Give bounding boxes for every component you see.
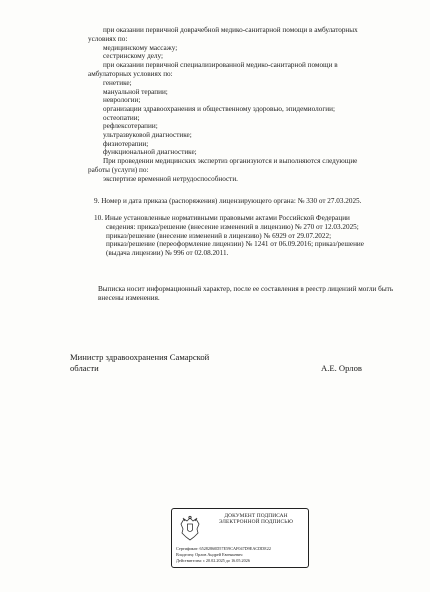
signatory-name: А.Е. Орлов — [321, 363, 362, 373]
expertise-intro-line2: работы (услуги) по: — [88, 166, 149, 174]
list-item: экспертизе временной нетрудоспособности. — [103, 175, 238, 183]
item-10-line5: (выдача лицензии) № 996 от 02.08.2011. — [106, 249, 229, 257]
stamp-validity: Действителен: с 20.02.2025 до 16.05.2026 — [176, 558, 250, 563]
specialized-intro-line1: при оказании первичной специализированной медико-санитарной помощи в — [103, 61, 338, 69]
list-item: остеопатии; — [103, 114, 140, 122]
list-item: организации здравоохранения и общественному здоровью, эпидемиологии; — [103, 105, 335, 113]
primary-care-intro-line1: при оказании первичной доврачебной медико-санитарной помощи в амбулаторных — [103, 26, 358, 34]
list-item: физиотерапии; — [103, 140, 149, 148]
item-9-order: 9. Номер и дата приказа (распоряжения) лицензирующего органа: № 330 от 27.03.2025. — [94, 197, 362, 205]
list-item: генетике; — [103, 79, 132, 87]
stamp-header-line1: ДОКУМЕНТ ПОДПИСАН — [224, 513, 288, 519]
signatory-title-line2: области — [70, 363, 99, 373]
list-item: функциональной диагностике; — [103, 148, 197, 156]
specialized-intro-line2: амбулаторных условиях по: — [88, 70, 173, 78]
expertise-intro-line1: При проведении медицинских экспертиз организуются и выполняются следующие — [103, 157, 358, 165]
info-note-line2: внесены изменения. — [98, 294, 160, 302]
item-10-line1: 10. Иные установленные нормативными правовыми актами Российской Федерации — [94, 214, 350, 222]
item-10-line2: сведения: приказ/решение (внесение изменений в лицензию) № 270 от 12.03.2025; — [106, 223, 359, 231]
list-item: рефлексотерапии; — [103, 122, 158, 130]
coat-of-arms-icon — [178, 515, 202, 542]
primary-care-intro-line2: условиях по: — [88, 35, 128, 43]
stamp-certificate: Сертификат: 65282860D57E59CAF047D9EACDDE22 — [176, 546, 271, 551]
list-item: неврологии; — [103, 96, 141, 104]
list-item: мануальной терапии; — [103, 88, 168, 96]
item-10-line3: приказ/решение (внесение изменений в лицензию) № 6929 от 29.07.2022; — [106, 232, 332, 240]
electronic-signature-stamp — [171, 508, 309, 568]
list-item: медицинскому массажу; — [103, 44, 178, 52]
item-10-line4: приказ/решение (переоформление лицензии) № 1241 от 06.09.2016; приказ/решение — [106, 240, 364, 248]
stamp-owner: Владелец: Орлов Андрей Евгеньевич — [176, 552, 243, 557]
stamp-header — [206, 513, 306, 525]
list-item: сестринскому делу; — [103, 52, 163, 60]
info-note-line1: Выписка носит информационный характер, после ее составления в реестр лицензий могли быть — [98, 285, 394, 293]
signatory-title-line1: Министр здравоохранения Самарской — [70, 352, 210, 362]
list-item: ультразвуковой диагностике; — [103, 131, 192, 139]
stamp-header-line2: ЭЛЕКТРОННОЙ ПОДПИСЬЮ — [218, 519, 294, 526]
